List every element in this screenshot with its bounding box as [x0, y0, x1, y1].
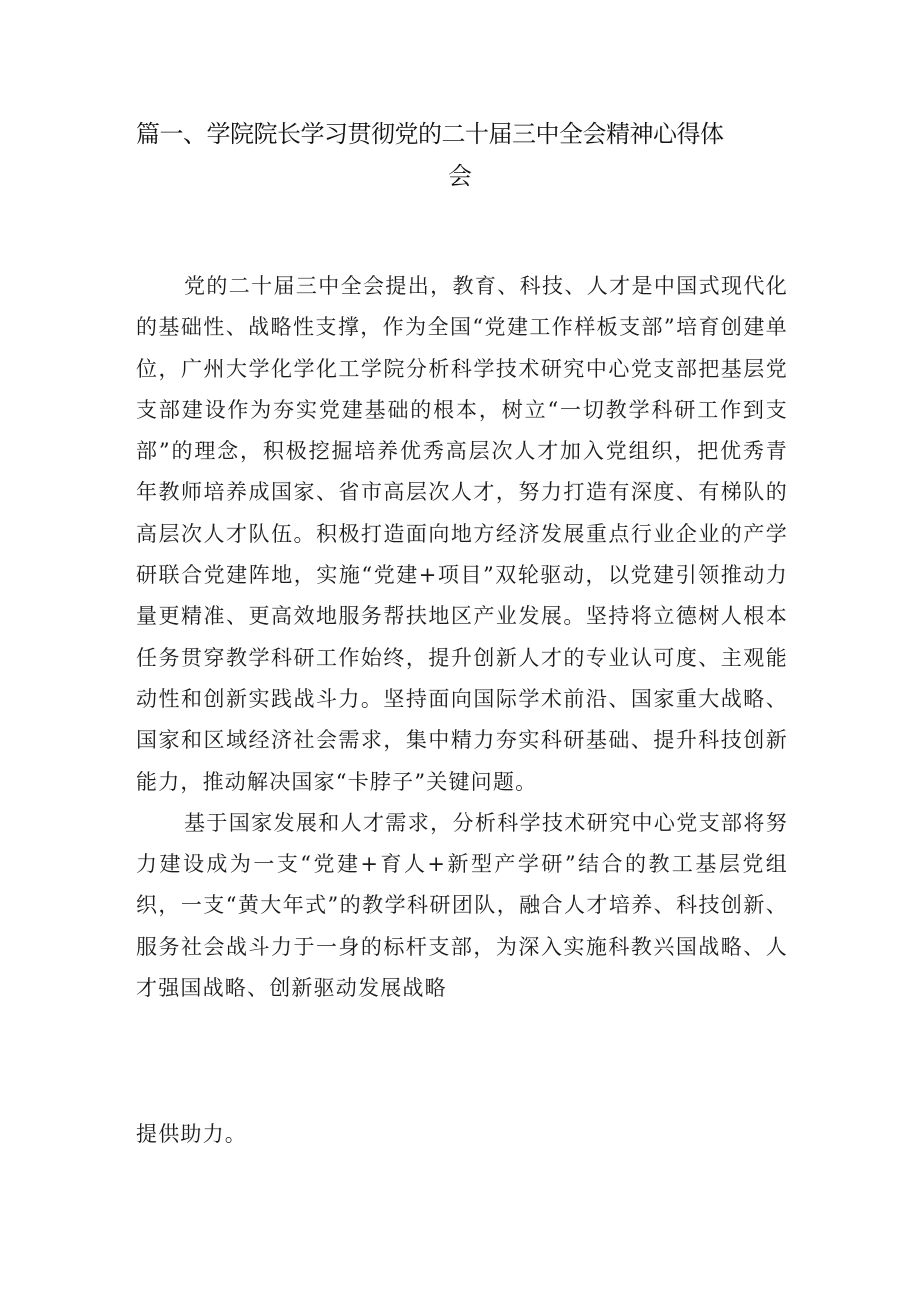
document-body	[136, 266, 788, 1009]
closing-line: 提供助力。	[136, 1122, 247, 1146]
document-title: 篇一、学院院长学习贯彻党的二十届三中全会精神心得体	[136, 120, 724, 148]
paragraph-2: 基于国家发展和人才需求，分析科学技术研究中心党支部将努力建设成为一支“党建+育人+新型产学研”结合的教工基层党组织，一支“黄大年式”的教学科研团队，融合人才培养、科技创新、服务社会战斗力于一身的标杆支部，为深入实施科教兴国战略、人才强国战略、创新驱动发展战略	[136, 810, 788, 1001]
paragraph-1: 党的二十届三中全会提出，教育、科技、人才是中国式现代化的基础性、战略性支撑，作为全国“党建工作样板支部”培育创建单位，广州大学化学化工学院分析科学技术研究中心党支部把基层党支部建设作为夯实党建基础的根本，树立“一切教学科研工作到支部”的理念，积极挖掘培养优秀高层次人才加入党组织，把优秀青年教师培养成国家、省市高层次人才，努力打造有深度、有梯队的高层次人才队伍。积极打造面向地方经济发展重点行业企业的产学研联合党建阵地，实施“党建+项目”双轮驱动，以党建引领推动力量更精准、更高效地服务帮扶地区产业发展。坚持将立德树人根本任务贯穿教学科研工作始终，提升创新人才的专业认可度、主观能动性和创新实践战斗力。坚持面向国际学术前沿、国家重大战略、国家和区域经济社会需求，集中精力夯实科研基础、提升科技创新能力，推动解决国家“卡脖子”关键问题。	[136, 274, 788, 794]
document-title-continuation: 会	[448, 162, 472, 190]
